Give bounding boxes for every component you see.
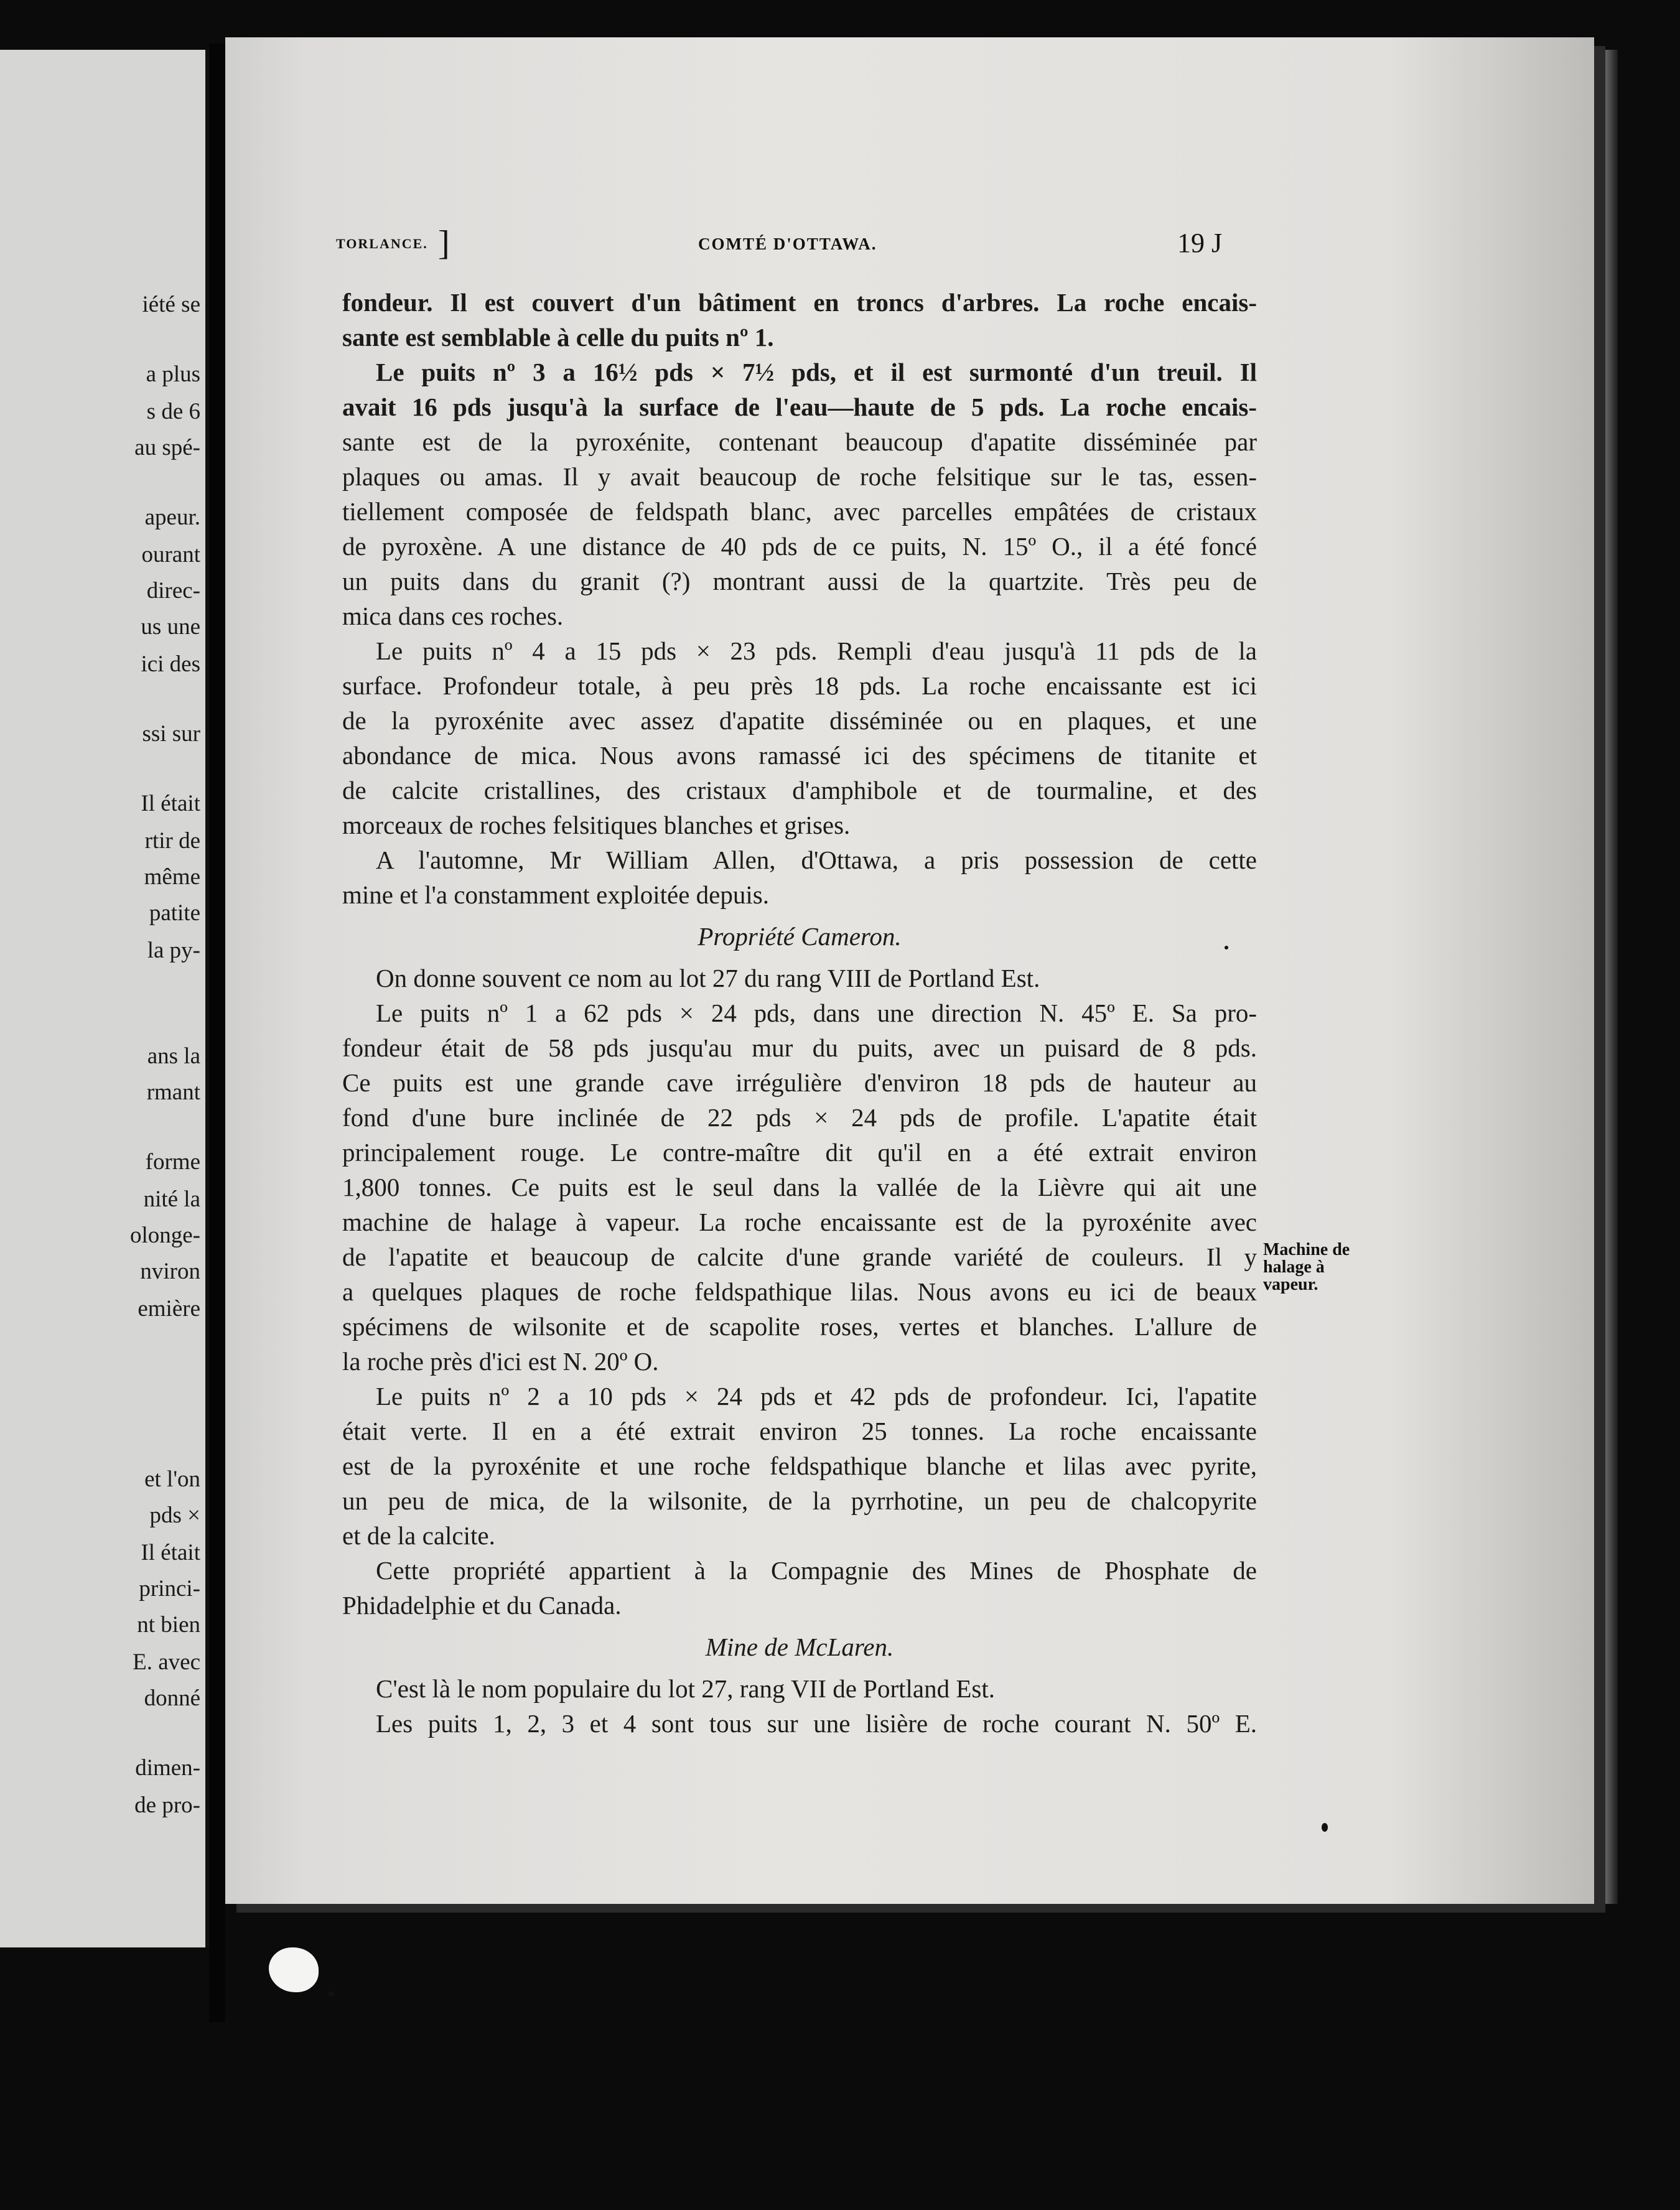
text-line: morceaux de roches felsitiques blanches et grises. (342, 811, 851, 839)
text-line: de la pyroxénite avec assez d'apatite disséminée ou en plaques, et une (342, 706, 1257, 735)
text-line: A l'automne, Mr William Allen, d'Ottawa, a pris possession de cette (376, 846, 1257, 874)
text-line: un peu de mica, de la wilsonite, de la pyrrhotine, un peu de chalcopyrite (342, 1486, 1257, 1515)
book-spine (209, 44, 225, 2022)
margin-note (1263, 1241, 1406, 1294)
page-number: 19 J (1177, 228, 1223, 258)
left-page-fragment: de pro- (134, 1793, 200, 1818)
text-line: fondeur était de 58 pds jusqu'au mur du puits, avec un puisard de 8 pds. (342, 1033, 1257, 1062)
left-page-fragment: Il était (141, 1540, 200, 1565)
ink-speck (1322, 1823, 1328, 1832)
text-line: principalement rouge. Le contre-maître dit qu'il en a été extrait environ (342, 1138, 1257, 1167)
left-page-fragment: même (144, 864, 200, 890)
text-line: fondeur. Il est couvert d'un bâtiment en troncs d'arbres. La roche encais- (342, 288, 1257, 317)
left-page-fragment: direc- (146, 578, 200, 604)
left-page-fragment: donné (144, 1685, 200, 1711)
left-page-fragment: ourant (141, 542, 200, 567)
text-line: et de la calcite. (342, 1521, 495, 1550)
left-page-fragment: Il était (141, 791, 200, 816)
text-line: tiellement composée de feldspath blanc, avec parcelles empâtées de cristaux (342, 497, 1257, 526)
text-line: était verte. Il en a été extrait environ 25 tonnes. La roche encaissante (342, 1417, 1257, 1445)
text-line: avait 16 pds jusqu'à la surface de l'eau—haute de 5 pds. La roche encais- (342, 393, 1257, 421)
text-line: mine et l'a constamment exploitée depuis. (342, 880, 769, 909)
text-line: spécimens de wilsonite et de scapolite roses, vertes et blanches. L'allure de (342, 1312, 1257, 1341)
text-line: de calcite cristallines, des cristaux d'amphibole et de tourmaline, et des (342, 776, 1257, 804)
text-line: Les puits 1, 2, 3 et 4 sont tous sur une lisière de roche courant N. 50º E. (376, 1709, 1257, 1738)
text-line: de pyroxène. A une distance de 40 pds de ce puits, N. 15º O., il a été foncé (342, 532, 1257, 561)
left-page-fragment: iété se (142, 292, 200, 317)
margin-note-line: Machine de (1263, 1240, 1350, 1259)
text-line: de l'apatite et beaucoup de calcite d'une grande variété de couleurs. Il y (342, 1243, 1257, 1271)
margin-note-line: halage à (1263, 1257, 1325, 1277)
left-page-fragment: ans la (147, 1043, 200, 1069)
left-page-fragment: rmant (146, 1079, 200, 1105)
text-line: Phidadelphie et du Canada. (342, 1591, 622, 1620)
text-line: Le puits nº 2 a 10 pds × 24 pds et 42 pds de profondeur. Ici, l'apatite (376, 1382, 1257, 1410)
text-line: surface. Profondeur totale, à peu près 18 pds. La roche encaissante est ici (342, 671, 1257, 700)
text-line: sante est semblable à celle du puits nº 1. (342, 323, 774, 352)
left-page-fragment: rtir de (144, 828, 200, 854)
left-page-fragment: la py- (147, 938, 200, 963)
text-line: Le puits nº 3 a 16½ pds × 7½ pds, et il est surmonté d'un treuil. Il (376, 358, 1257, 386)
left-page-fragment: ssi sur (142, 721, 200, 747)
page-edge-shadow (1593, 50, 1618, 1904)
text-line: un puits dans du granit (?) montrant aussi de la quartzite. Très peu de (342, 567, 1257, 595)
body-text (342, 285, 1257, 1741)
left-page-fragment: E. avec (133, 1649, 200, 1675)
running-head-title: COMTÉ D'OTTAWA. (698, 235, 877, 253)
running-head-bracket: ] (438, 224, 450, 263)
left-page-fragment: s de 6 (146, 399, 200, 424)
ink-speck (1225, 946, 1228, 949)
text-line: Le puits nº 1 a 62 pds × 24 pds, dans une direction N. 45º E. Sa pro- (376, 999, 1257, 1027)
text-line: fond d'une bure inclinée de 22 pds × 24 pds de profile. L'apatite était (342, 1103, 1257, 1132)
left-page-fragment: patite (149, 900, 200, 926)
text-line: On donne souvent ce nom au lot 27 du rang VIII de Portland Est. (376, 964, 1040, 992)
text-line: a quelques plaques de roche feldspathique lilas. Nous avons eu ici de beaux (342, 1277, 1257, 1306)
text-line: machine de halage à vapeur. La roche encaissante est de la pyroxénite avec (342, 1208, 1257, 1236)
section-heading-mclaren: Mine de McLaren. (705, 1633, 894, 1661)
text-line: mica dans ces roches. (342, 602, 564, 630)
section-heading-cameron: Propriété Cameron. (698, 922, 902, 951)
text-line: la roche près d'ici est N. 20º O. (342, 1347, 659, 1376)
left-page-fragment: nviron (140, 1259, 200, 1284)
left-page-fragment: ici des (141, 651, 200, 677)
text-line: C'est là le nom populaire du lot 27, rang VII de Portland Est. (376, 1674, 996, 1703)
text-line: Le puits nº 4 a 15 pds × 23 pds. Rempli d'eau jusqu'à 11 pds de la (376, 636, 1257, 665)
text-line: Cette propriété appartient à la Compagnie des Mines de Phosphate de (376, 1556, 1257, 1585)
facing-page-left (0, 50, 209, 1947)
text-line: plaques ou amas. Il y avait beaucoup de roche felsitique sur le tas, essen- (342, 462, 1257, 491)
ink-speck (329, 1991, 334, 1997)
left-page-fragment: au spé- (134, 435, 200, 460)
running-head-left: TORLANCE. (336, 236, 428, 251)
running-head (225, 224, 1594, 264)
left-page-fragment: olonge- (129, 1223, 200, 1248)
left-page-fragment: princi- (139, 1576, 200, 1602)
text-line: sante est de la pyroxénite, contenant beaucoup d'apatite disséminée par (342, 427, 1257, 456)
main-page (225, 37, 1594, 1904)
left-page-fragment: forme (145, 1149, 200, 1175)
text-line: Ce puits est une grande cave irrégulière d'environ 18 pds de hauteur au (342, 1068, 1257, 1097)
margin-note-line: vapeur. (1263, 1275, 1318, 1294)
left-page-fragment: dimen- (135, 1755, 200, 1781)
left-page-fragment: pds × (149, 1503, 200, 1528)
left-page-fragment: us une (141, 614, 200, 640)
paper-blemish (269, 1947, 319, 1992)
left-page-fragment: nité la (143, 1187, 200, 1212)
left-page-fragment: apeur. (144, 505, 200, 530)
left-page-fragment: emière (138, 1296, 200, 1322)
left-page-fragment: nt bien (137, 1612, 200, 1638)
text-line: est de la pyroxénite et une roche feldspathique blanche et lilas avec pyrite, (342, 1452, 1257, 1480)
left-page-fragment: a plus (146, 361, 200, 387)
left-page-fragment: et l'on (144, 1466, 200, 1492)
text-line: 1,800 tonnes. Ce puits est le seul dans la vallée de la Lièvre qui ait une (342, 1173, 1257, 1201)
text-line: abondance de mica. Nous avons ramassé ici des spécimens de titanite et (342, 741, 1257, 770)
